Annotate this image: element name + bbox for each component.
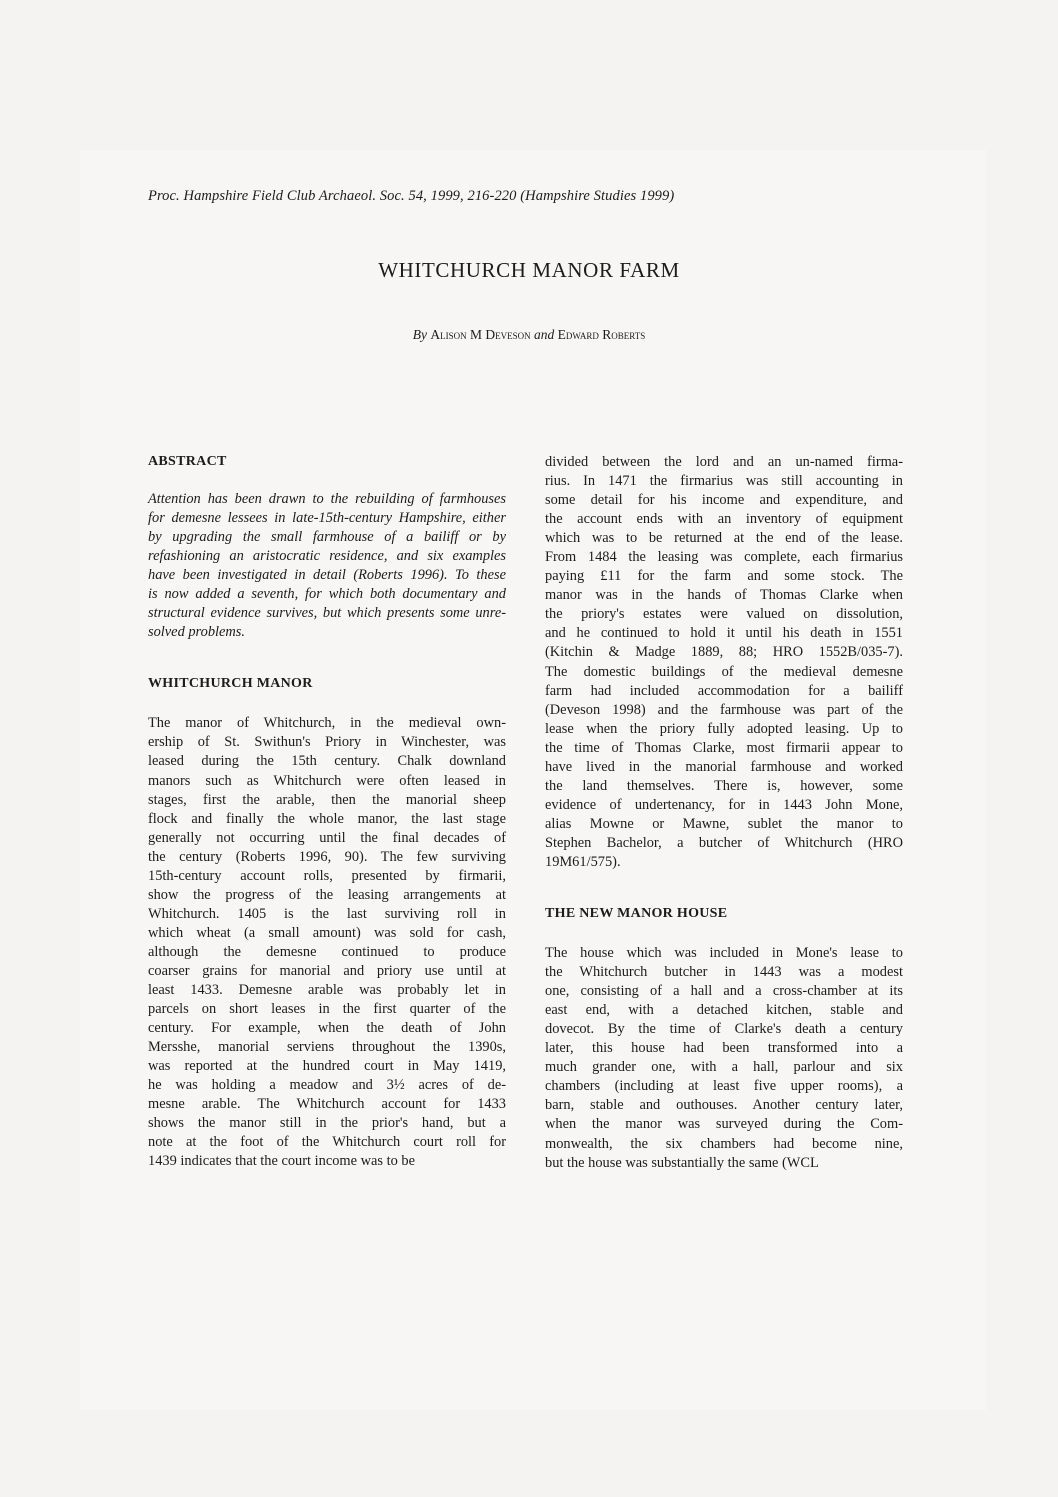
section-heading: WHITCHURCH MANOR <box>148 676 313 692</box>
text-line: monwealth, the six chambers had become nine, <box>545 1135 903 1152</box>
text-line: and he continued to hold it until his death in 1551 <box>545 625 903 642</box>
text-line: farm had included accommodation for a bailiff <box>545 682 903 699</box>
text-line: Mersshe, manorial serviens throughout the 1390s, <box>148 1039 506 1056</box>
text-line: manors such as Whitchurch were often leased in <box>148 772 506 789</box>
text-line: have lived in the manorial farmhouse and worked <box>545 758 903 775</box>
author-name: Alison M Deveson <box>430 327 531 342</box>
text-line: much grander one, with a hall, parlour and six <box>545 1059 903 1076</box>
text-line: for demesne lessees in late-15th-century Hampshire, either <box>148 510 506 527</box>
byline-by: By <box>412 327 427 342</box>
text-line: lease when the priory fully adopted leasing. Up to <box>545 720 903 737</box>
text-line: by upgrading the small farmhouse of a bailiff or by <box>148 529 506 546</box>
text-line: solved problems. <box>148 624 245 641</box>
text-line: structural evidence survives, but which presents some unre- <box>148 605 506 622</box>
text-line: evidence of undertenancy, for in 1443 John Mone, <box>545 796 903 813</box>
abstract-heading: ABSTRACT <box>148 454 227 469</box>
text-line: east end, with a detached kitchen, stable and <box>545 1002 903 1019</box>
text-line: stages, first the arable, then the manorial sheep <box>148 791 506 808</box>
text-line: later, this house had been transformed into a <box>545 1040 903 1057</box>
text-line: dovecot. By the time of Clarke's death a century <box>545 1021 903 1038</box>
text-line: Whitchurch. 1405 is the last surviving roll in <box>148 905 506 922</box>
text-line: note at the foot of the Whitchurch court roll for <box>148 1134 506 1151</box>
byline <box>0 327 1058 343</box>
text-line: the Whitchurch butcher in 1443 was a modest <box>545 964 903 981</box>
text-line: parcels on short leases in the first quarter of the <box>148 1001 506 1018</box>
text-line: (Kitchin & Madge 1889, 88; HRO 1552B/035-7). <box>545 644 903 661</box>
text-line: alias Mowne or Mawne, sublet the manor to <box>545 815 903 832</box>
text-line: least 1433. Demesne arable was probably let in <box>148 982 506 999</box>
text-line: the priory's estates were valued on dissolution, <box>545 606 903 623</box>
text-line: barn, stable and outhouses. Another century later, <box>545 1097 903 1114</box>
text-line: although the demesne continued to produce <box>148 943 506 960</box>
text-line: refashioning an aristocratic residence, and six examples <box>148 548 506 565</box>
section-body <box>148 714 506 1171</box>
text-line: the account ends with an inventory of equipment <box>545 511 903 528</box>
text-line: 1439 indicates that the court income was to be <box>148 1153 415 1170</box>
text-line: one, consisting of a hall and a cross-chamber at its <box>545 983 903 1000</box>
right-column <box>545 453 903 1173</box>
text-line: (Deveson 1998) and the farmhouse was part of the <box>545 701 903 718</box>
text-line: which was to be returned at the end of the lease. <box>545 530 903 547</box>
byline-and: and <box>534 327 555 342</box>
article-title: WHITCHURCH MANOR FARM <box>378 258 680 282</box>
text-line: shows the manor still in the prior's hand, but a <box>148 1115 506 1132</box>
text-line: which wheat (a small amount) was sold for cash, <box>148 924 506 941</box>
text-line: the century (Roberts 1996, 90). The few surviving <box>148 848 506 865</box>
section-body <box>545 453 903 872</box>
text-line: From 1484 the leasing was complete, each firmarius <box>545 549 903 566</box>
journal-reference: Proc. Hampshire Field Club Archaeol. Soc. 54, 1999, 216-220 (Hampshire Studies 1999) <box>148 188 675 204</box>
text-line: century. For example, when the death of John <box>148 1020 506 1037</box>
text-line: the time of Thomas Clarke, most firmarii appear to <box>545 739 903 756</box>
text-line: he was holding a meadow and 3½ acres of de- <box>148 1077 506 1094</box>
text-line: paying £11 for the farm and some stock. The <box>545 568 903 585</box>
text-line: but the house was substantially the same (WCL <box>545 1154 819 1171</box>
text-line: Stephen Bachelor, a butcher of Whitchurch (HRO <box>545 834 903 851</box>
text-line: The house which was included in Mone's lease to <box>545 945 903 962</box>
text-line: the land themselves. There is, however, some <box>545 777 903 794</box>
text-line: mesne arable. The Whitchurch account for 1433 <box>148 1096 506 1113</box>
text-line: ership of St. Swithun's Priory in Winchester, was <box>148 734 506 751</box>
text-line: when the manor was surveyed during the Com- <box>545 1116 903 1133</box>
left-column <box>148 453 506 1172</box>
section-body <box>545 944 903 1173</box>
text-line: leased during the 15th century. Chalk downland <box>148 753 506 770</box>
author-name: Edward Roberts <box>557 327 646 342</box>
text-line: The domestic buildings of the medieval demesne <box>545 663 903 680</box>
text-line: generally not occurring until the final decades of <box>148 829 506 846</box>
text-line: flock and finally the whole manor, the last stage <box>148 810 506 827</box>
text-line: show the progress of the leasing arrangements at <box>148 886 506 903</box>
text-line: manor was in the hands of Thomas Clarke when <box>545 587 903 604</box>
text-line: divided between the lord and an un-named firma- <box>545 454 903 470</box>
text-line: was reported at the hundred court in May 1419, <box>148 1058 506 1075</box>
text-line: rius. In 1471 the firmarius was still accounting in <box>545 473 903 490</box>
text-line: some detail for his income and expenditure, and <box>545 492 903 509</box>
section-heading: THE NEW MANOR HOUSE <box>545 906 728 922</box>
text-line: The manor of Whitchurch, in the medieval own- <box>148 715 506 732</box>
text-line: 19M61/575). <box>545 853 621 870</box>
abstract-body <box>148 490 506 642</box>
text-line: have been investigated in detail (Roberts 1996). To these <box>148 567 506 584</box>
text-line: chambers (including at least five upper rooms), a <box>545 1078 903 1095</box>
text-line: is now added a seventh, for which both documentary and <box>148 586 506 603</box>
text-line: 15th-century account rolls, presented by firmarii, <box>148 867 506 884</box>
text-line: coarser grains for manorial and priory use until at <box>148 962 506 979</box>
text-line: Attention has been drawn to the rebuilding of farmhouses <box>148 491 506 507</box>
